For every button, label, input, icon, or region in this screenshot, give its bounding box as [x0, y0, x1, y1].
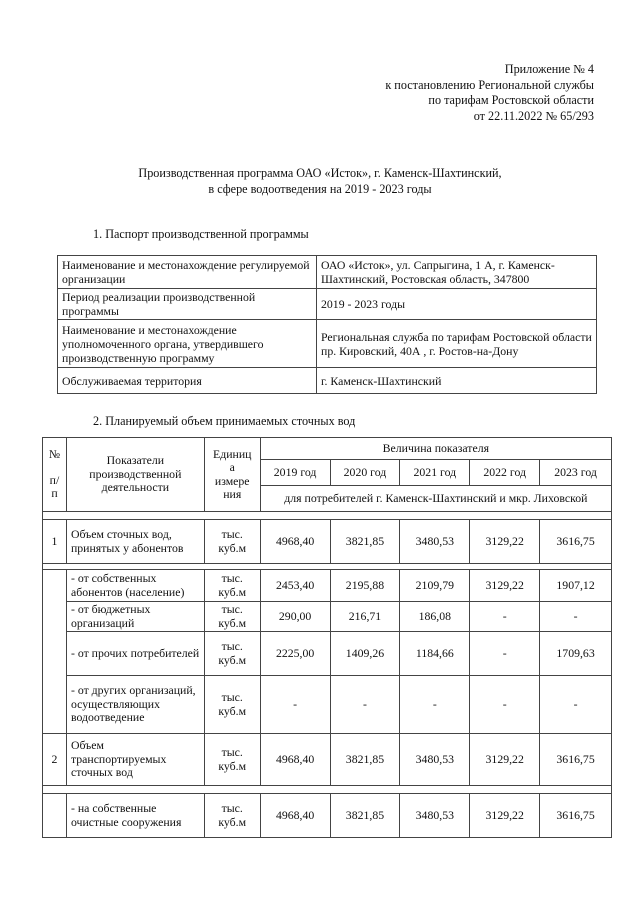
value-cell: - — [400, 676, 470, 734]
table-row — [43, 794, 612, 838]
row-unit: тыс. куб.м — [204, 602, 260, 632]
row-unit: тыс. куб.м — [204, 676, 260, 734]
table-row — [58, 256, 597, 289]
value-cell: - — [470, 676, 540, 734]
value-cell: 3616,75 — [540, 734, 612, 786]
header-cell-year: 2020 год — [330, 460, 400, 486]
table-row — [43, 632, 612, 676]
value-cell: - — [470, 602, 540, 632]
value-cell: 3821,85 — [330, 520, 400, 564]
header-text: п — [51, 486, 58, 501]
table-row — [58, 368, 597, 394]
value-cell: 3129,22 — [470, 734, 540, 786]
table-cell: г. Каменск-Шахтинский — [317, 368, 597, 394]
spacer-row — [43, 786, 612, 794]
row-unit: тыс. куб.м — [204, 794, 260, 838]
header-cell-year: 2023 год — [540, 460, 612, 486]
row-unit: тыс. куб.м — [204, 570, 260, 602]
table-row — [58, 289, 597, 320]
appendix-line: Приложение № 4 — [504, 62, 594, 76]
value-cell: 2109,79 — [400, 570, 470, 602]
table-row — [43, 570, 612, 602]
row-label: Объем сточных вод, принятых у абонентов — [66, 520, 204, 564]
row-label: - от прочих потребителей — [66, 632, 204, 676]
value-cell: 3480,53 — [400, 734, 470, 786]
value-cell: 3616,75 — [540, 520, 612, 564]
header-text: Единиц — [212, 446, 252, 461]
title-line: Производственная программа ОАО «Исток», г. Каменск-Шахтинский, — [138, 166, 502, 180]
header-text: № — [48, 447, 61, 462]
row-label: - от бюджетных организаций — [66, 602, 204, 632]
value-cell: 1709,63 — [540, 632, 612, 676]
value-cell: 3616,75 — [540, 794, 612, 838]
row-label: - от собственных абонентов (население) — [66, 570, 204, 602]
header-cell-group: Величина показателя — [260, 438, 611, 460]
title-line: в сфере водоотведения на 2019 - 2023 годы — [208, 181, 432, 196]
header-text: ния — [223, 487, 242, 501]
table-cell: Обслуживаемая территория — [58, 368, 317, 394]
value-cell: 3480,53 — [400, 794, 470, 838]
value-cell: 3129,22 — [470, 794, 540, 838]
value-cell: - — [470, 632, 540, 676]
value-cell: 3129,22 — [470, 520, 540, 564]
table-cell: Наименование и местонахождение уполномоченного органа, утвердившего производственную программу — [58, 320, 317, 368]
volumes-table — [42, 437, 612, 838]
table-cell: ОАО «Исток», ул. Сапрыгина, 1 А, г. Каменск-Шахтинский, Ростовская область, 347800 — [317, 256, 597, 289]
value-cell: 4968,40 — [260, 734, 330, 786]
row-number — [43, 570, 67, 734]
table-row — [43, 734, 612, 786]
value-cell: 216,71 — [330, 602, 400, 632]
row-unit: тыс. куб.м — [204, 520, 260, 564]
value-cell: 1907,12 — [540, 570, 612, 602]
table-cell: Наименование и местонахождение регулируемой организации — [58, 256, 317, 289]
document-title — [0, 166, 640, 197]
value-cell: 2195,88 — [330, 570, 400, 602]
table-row — [43, 520, 612, 564]
header-cell-num — [43, 438, 67, 512]
appendix-line: к постановлению Региональной службы — [385, 77, 594, 92]
table-row — [43, 676, 612, 734]
header-cell-year: 2019 год — [260, 460, 330, 486]
value-cell: 2225,00 — [260, 632, 330, 676]
cell-text: пр. Кировский, 40А , г. Ростов-на-Дону — [321, 343, 519, 358]
value-cell: 3129,22 — [470, 570, 540, 602]
header-text: п/ — [49, 472, 60, 487]
value-cell: 2453,40 — [260, 570, 330, 602]
spacer-row — [43, 512, 612, 520]
value-cell: 290,00 — [260, 602, 330, 632]
value-cell: 186,08 — [400, 602, 470, 632]
value-cell: 1409,26 — [330, 632, 400, 676]
row-unit: тыс. куб.м — [204, 632, 260, 676]
value-cell: - — [540, 602, 612, 632]
table-row — [58, 320, 597, 368]
value-cell: 4968,40 — [260, 794, 330, 838]
header-cell-year: 2022 год — [470, 460, 540, 486]
header-text: а — [229, 460, 235, 474]
value-cell: - — [540, 676, 612, 734]
header-cell-year: 2021 год — [400, 460, 470, 486]
passport-table — [57, 255, 597, 394]
row-unit: тыс. куб.м — [204, 734, 260, 786]
row-number: 1 — [43, 520, 67, 564]
row-label: - на собственные очистные сооружения — [66, 794, 204, 838]
table-header-row — [43, 438, 612, 460]
table-cell — [317, 320, 597, 368]
value-cell: 3821,85 — [330, 794, 400, 838]
value-cell: - — [330, 676, 400, 734]
appendix-block — [385, 62, 594, 124]
value-cell: 4968,40 — [260, 520, 330, 564]
table-row — [43, 602, 612, 632]
row-number: 2 — [43, 734, 67, 786]
header-cell-indicator: Показатели производственной деятельности — [66, 438, 204, 512]
appendix-line: по тарифам Ростовской области — [428, 93, 594, 107]
cell-text: Региональная служба по тарифам Ростовской области — [321, 329, 592, 344]
value-cell: 3480,53 — [400, 520, 470, 564]
value-cell: 1184,66 — [400, 632, 470, 676]
table-cell: Период реализации производственной программы — [58, 289, 317, 320]
section-heading: 2. Планируемый объем принимаемых сточных вод — [93, 414, 356, 428]
table-cell: 2019 - 2023 годы — [317, 289, 597, 320]
header-cell-consumers: для потребителей г. Каменск-Шахтинский и мкр. Лиховской — [260, 486, 611, 512]
header-cell-unit — [204, 438, 260, 512]
row-label: - от других организаций, осуществляющих водоотведение — [66, 676, 204, 734]
section-heading: 1. Паспорт производственной программы — [93, 227, 309, 241]
row-number — [43, 794, 67, 838]
value-cell: - — [260, 676, 330, 734]
row-label: Объем транспортируемых сточных вод — [66, 734, 204, 786]
value-cell: 3821,85 — [330, 734, 400, 786]
header-text: измере — [214, 473, 250, 488]
appendix-line: от 22.11.2022 № 65/293 — [473, 108, 594, 123]
